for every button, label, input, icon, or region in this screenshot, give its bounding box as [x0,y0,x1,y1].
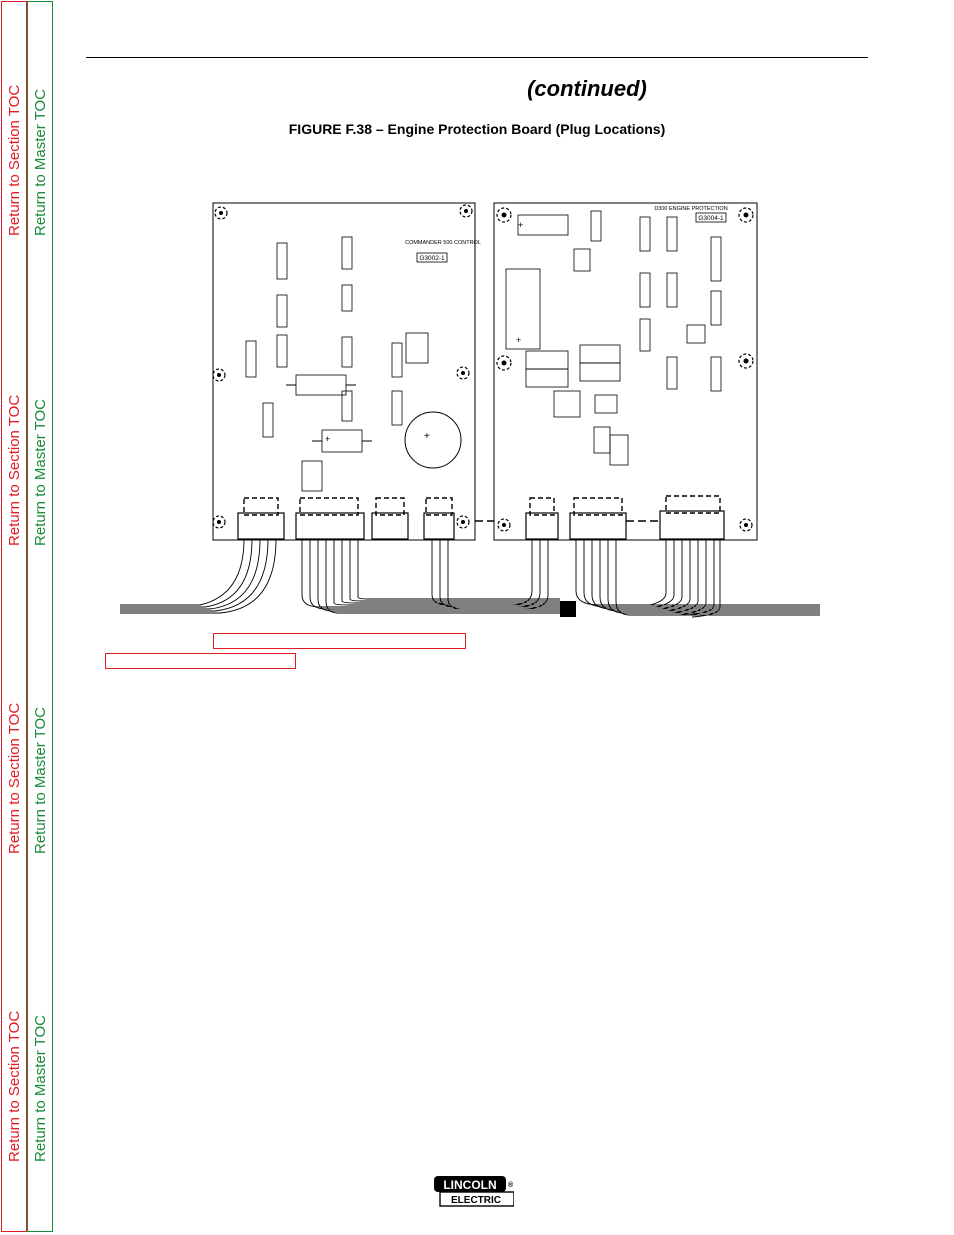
engine-protection-board-diagram [110,195,830,625]
logo-registered-mark: ® [508,1182,514,1189]
return-to-master-toc-link-4[interactable]: Return to Master TOC [32,1015,49,1162]
return-to-master-toc-link-3[interactable]: Return to Master TOC [32,707,49,854]
return-to-section-toc-link-4[interactable]: Return to Section TOC [6,1010,23,1162]
redacted-text-box-1 [213,633,466,649]
header-rule [86,57,868,58]
svg-text:+: + [325,434,331,444]
left-board-label: COMMANDER 500 CONTROL [405,240,481,246]
return-to-master-toc-link-2[interactable]: Return to Master TOC [32,399,49,546]
logo-text-top: LINCOLN [443,1178,497,1192]
left-board-part-number: G3002-1 [419,255,445,262]
logo-text-bottom: ELECTRIC [451,1195,501,1206]
svg-text:+: + [518,220,524,230]
return-to-section-toc-link-2[interactable]: Return to Section TOC [6,394,23,546]
right-board-outline [494,203,757,540]
right-board-part-number: G3004-1 [698,215,724,222]
continued-heading: (continued) [527,76,647,101]
sidebar-nav [0,0,54,1235]
return-to-master-toc-link-1[interactable]: Return to Master TOC [32,89,49,236]
harness-clamp [560,601,576,617]
redacted-text-box-2 [105,653,296,669]
svg-text:+: + [424,431,430,442]
svg-text:+: + [516,335,522,345]
return-to-section-toc-link-1[interactable]: Return to Section TOC [6,84,23,236]
figure-title: FIGURE F.38 – Engine Protection Board (Plug Locations) [288,121,666,137]
return-to-section-toc-link-3[interactable]: Return to Section TOC [6,702,23,854]
lincoln-electric-logo [434,1175,514,1208]
right-board-label: D300 ENGINE PROTECTION [654,206,728,212]
left-board-outline [213,203,475,540]
